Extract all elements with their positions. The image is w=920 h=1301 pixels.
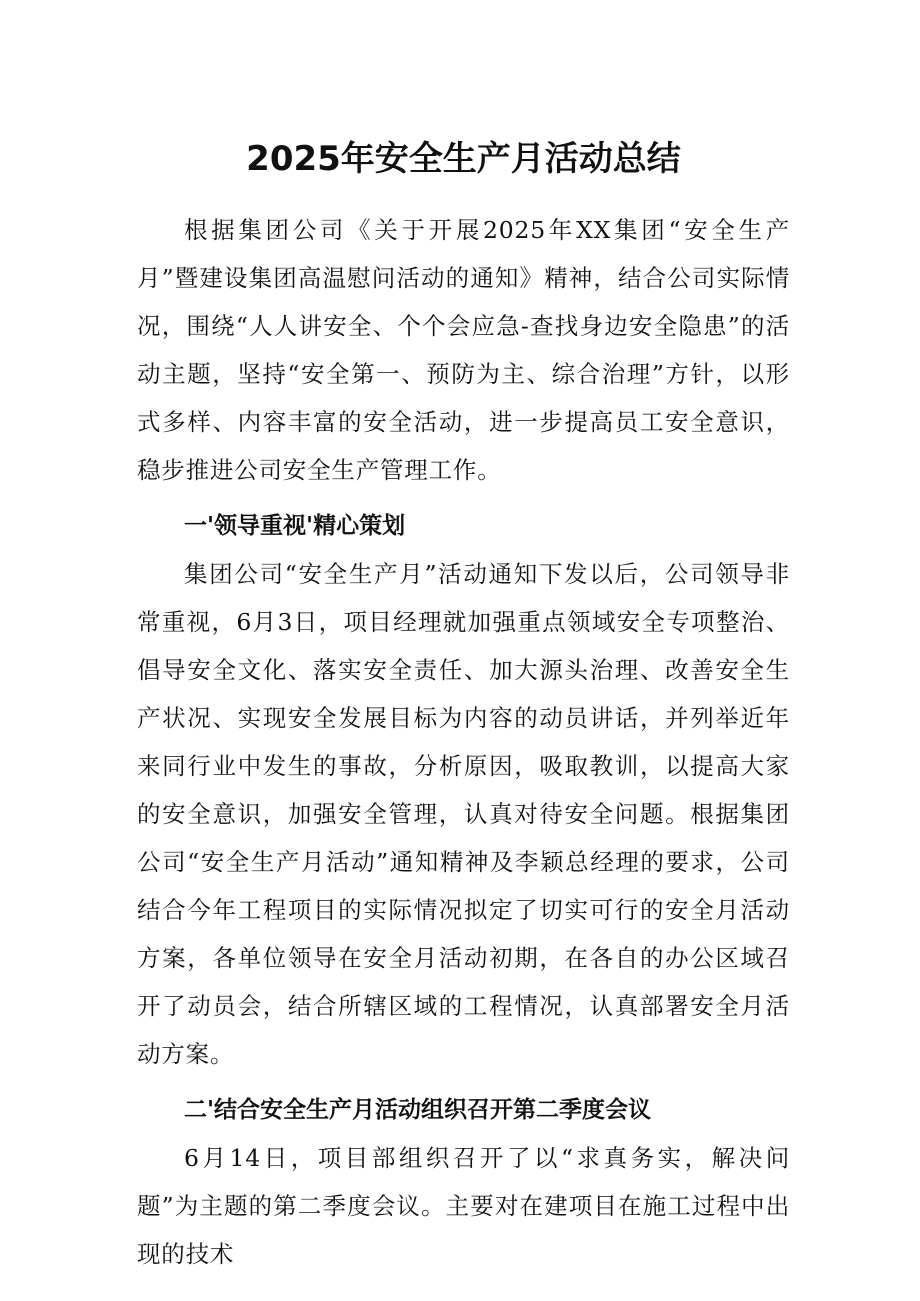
section-1-heading: 一'领导重视'精心策划 [184,513,406,539]
section-2-body: 6月14日，项目部组织召开了以“求真务实，解决问题”为主题的第二季度会议。主要对在建项目在施工过程中出现的技术 [137,1144,790,1268]
section-1-body: 集团公司“安全生产月”活动通知下发以后，公司领导非常重视，6月3日，项目经理就加强重点领域安全专项整治、倡导安全文化、落实安全责任、加大源头治理、改善安全生产状况、实现安全发展目标为内容的动员讲话，并列举近年来同行业中发生的事故，分析原因，吸取教训，以提高大家的安全意识，加强安全管理，认真对待安全问题。根据集团公司“安全生产月活动”通知精神及李颖总经理的要求，公司结合今年工程项目的实际情况拟定了切实可行的安全月活动方案，各单位领导在安全月活动初期，在各自的办公区域召开了动员会，结合所辖区域的工程情况，认真部署安全月活动方案。 [137,560,790,1068]
intro-paragraph: 根据集团公司《关于开展2025年XX集团“安全生产月”暨建设集团高温慰问活动的通知》精神，结合公司实际情况，围绕“人人讲安全、个个会应急-查找身边安全隐患”的活动主题，坚持“安全第一、预防为主、综合治理”方针，以形式多样、内容丰富的安全活动，进一步提高员工安全意识，稳步推进公司安全生产管理工作。 [137,216,790,484]
section-2-heading: 二'结合安全生产月活动组织召开第二季度会议 [184,1097,652,1123]
document-title: 2025年安全生产月活动总结 [246,139,681,179]
